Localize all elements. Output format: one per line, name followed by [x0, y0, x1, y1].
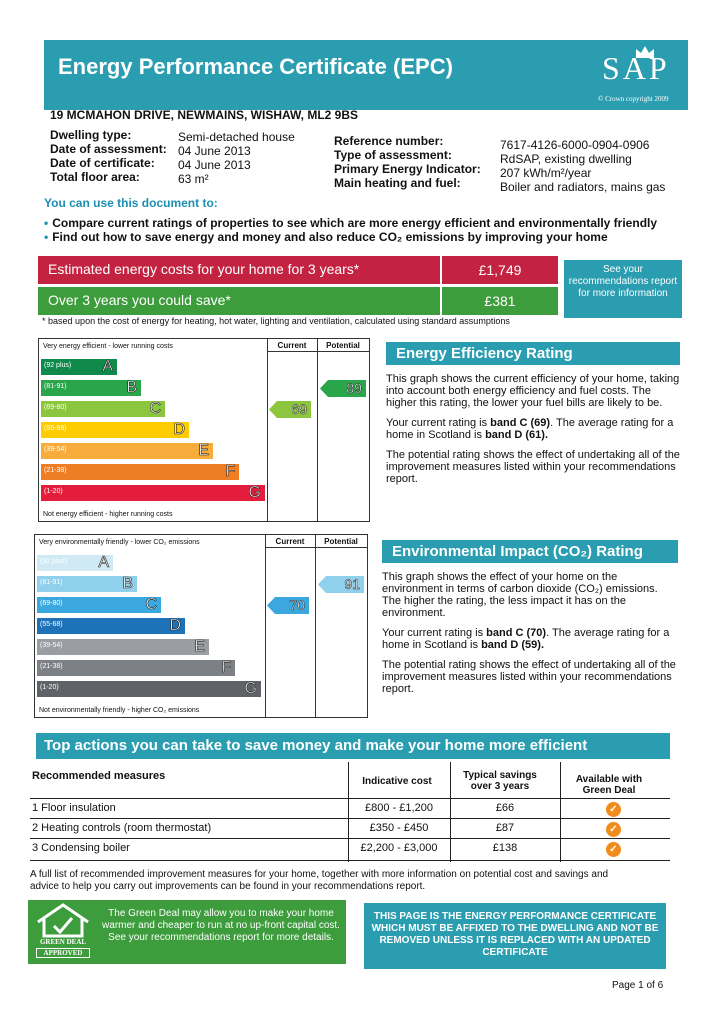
detail-label: Dwelling type:	[50, 128, 132, 142]
detail-label: Reference number:	[334, 134, 444, 148]
rating-band-c	[41, 401, 165, 417]
table-divider	[30, 838, 670, 839]
text: Your current rating is	[382, 627, 487, 639]
band-letter: A	[98, 554, 109, 571]
sap-logo: SAP	[602, 50, 670, 86]
chart-divider	[315, 535, 316, 717]
band-range: (92 plus)	[40, 558, 68, 565]
measure-cost: £800 - £1,200	[365, 802, 433, 814]
property-address: 19 MCMAHON DRIVE, NEWMAINS, WISHAW, ML2 9BS	[50, 108, 359, 122]
potential-rating-arrow	[320, 380, 366, 397]
band-letter: A	[102, 358, 113, 375]
check-icon: ✓	[606, 822, 621, 837]
rating-band-b	[37, 576, 137, 592]
band-letter: D	[173, 421, 185, 438]
measure-name: 1 Floor insulation	[32, 802, 116, 814]
measure-cost: £2,200 - £3,000	[360, 842, 438, 854]
band-letter: F	[221, 659, 231, 676]
rating-band-e	[41, 443, 213, 459]
potential-column-header: Potential	[324, 537, 358, 546]
green-deal-text: The Green Deal may allow you to make your home warmer and cheaper to run at no up-front capital cost. See your recommendations report for more details.	[102, 908, 340, 943]
efficiency-info-title: Energy Efficiency Rating	[386, 342, 680, 365]
band-range: (69-80)	[44, 404, 67, 411]
band-text: band D (61).	[485, 429, 549, 441]
environment-info-p3: The potential rating shows the effect of undertaking all of the improvement measures listed within your recommendations report.	[382, 659, 676, 695]
table-row	[30, 842, 670, 858]
rating-band-b	[41, 380, 141, 396]
detail-value: 7617-4126-6000-0904-0906	[500, 138, 650, 152]
text: . The average rating for a home in Scotland is	[382, 627, 670, 651]
savings-value: £381	[442, 287, 558, 315]
efficiency-info-p2	[386, 417, 680, 441]
rating-band-g	[41, 485, 265, 501]
estimated-cost-bar	[38, 256, 440, 284]
band-range: (21-38)	[44, 467, 67, 474]
check-icon: ✓	[606, 802, 621, 817]
detail-value: Semi-detached house	[178, 130, 295, 144]
measure-savings: £138	[492, 842, 518, 854]
footnote-text: based upon the cost of energy for heating, hot water, lighting and ventilation, calculated using standard assumptions	[48, 316, 510, 326]
efficiency-chart	[38, 338, 370, 522]
environment-info-p1: This graph shows the effect of your home on the environment in terms of carbon dioxide (CO₂) emissions. The higher the rating, the less impact it has on the environment.	[382, 571, 658, 619]
band-range: (1-20)	[44, 488, 63, 495]
band-letter: B	[126, 379, 137, 396]
rating-band-c	[37, 597, 161, 613]
green-deal-header: Available with Green Deal	[575, 774, 643, 796]
green-deal-logo-line1: GREEN DEAL	[39, 938, 87, 946]
bullet-icon: •	[44, 216, 49, 230]
band-text: band D (59).	[481, 639, 545, 651]
page-number: Page 1 of 6	[612, 980, 664, 991]
rating-band-f	[41, 464, 239, 480]
detail-value: 63 m²	[178, 172, 209, 186]
estimated-cost-label: Estimated energy costs for your home for 3 years*	[48, 261, 360, 277]
band-letter: E	[194, 638, 205, 655]
band-range: (39-54)	[44, 446, 67, 453]
band-letter: C	[145, 596, 157, 613]
rating-band-e	[37, 639, 209, 655]
house-icon	[32, 902, 94, 938]
current-column-header: Current	[275, 537, 305, 546]
efficiency-info-p3: The potential rating shows the effect of undertaking all of the improvement measures listed within your recommendations report.	[386, 449, 680, 485]
current-rating-value: 69	[291, 401, 307, 417]
efficiency-info	[386, 342, 680, 485]
environment-info	[382, 540, 678, 695]
text: Your current rating is	[386, 417, 491, 429]
details-left	[50, 128, 167, 184]
top-actions-title: Top actions you can take to save money and make your home more efficient	[36, 733, 670, 759]
affix-notice: THIS PAGE IS THE ENERGY PERFORMANCE CERTIFICATE WHICH MUST BE AFFIXED TO THE DWELLING AND NOT BE REMOVED UNLESS IT IS REPLACED WITH AN UPDATED CERTIFICATE	[364, 903, 666, 969]
band-range: (69-80)	[40, 600, 63, 607]
detail-value: 04 June 2013	[178, 144, 251, 158]
chart-divider	[265, 535, 266, 717]
band-letter: G	[244, 680, 257, 697]
detail-label: Total floor area:	[50, 170, 140, 184]
detail-value: 04 June 2013	[178, 158, 251, 172]
epc-header-banner	[44, 40, 688, 110]
band-range: (81-91)	[44, 383, 67, 390]
table-row	[30, 822, 670, 838]
detail-label: Type of assessment:	[334, 148, 452, 162]
rating-band-d	[41, 422, 189, 438]
potential-column-header: Potential	[326, 341, 360, 350]
current-rating-value: 70	[289, 597, 305, 613]
table-row	[30, 802, 670, 818]
bullet-item	[44, 216, 657, 230]
chart-top-caption: Very energy efficient - lower running costs	[43, 343, 173, 350]
bullet-text: Find out how to save energy and money and also reduce CO₂ emissions by improving your home	[52, 230, 608, 244]
measure-name: 2 Heating controls (room thermostat)	[32, 822, 212, 834]
environment-info-p2	[382, 627, 678, 651]
cost-header: Indicative cost	[362, 776, 432, 787]
band-range: (1-20)	[40, 684, 59, 691]
chart-bottom-caption: Not energy efficient - higher running costs	[43, 511, 173, 518]
band-range: (55-68)	[44, 425, 67, 432]
rating-band-g	[37, 681, 261, 697]
full-list-note: A full list of recommended improvement measures for your home, together with more information on potential cost and savings and advice to help you carry out improvements can be found in your recommendations report.	[30, 869, 609, 892]
savings-header: Typical savings over 3 years	[463, 770, 537, 792]
detail-value: RdSAP, existing dwelling	[500, 152, 632, 166]
detail-label: Date of assessment:	[50, 142, 167, 156]
potential-rating-value: 91	[344, 576, 360, 592]
efficiency-info-p1: This graph shows the current efficiency of your home, taking into account both energy efficiency and fuel costs. The higher this rating, the lower your fuel bills are likely to be.	[386, 373, 680, 409]
use-document-heading: You can use this document to:	[44, 196, 218, 210]
band-letter: E	[198, 442, 209, 459]
savings-label: Over 3 years you could save*	[48, 292, 231, 308]
measures-header: Recommended measures	[32, 770, 166, 782]
recommendations-table	[30, 762, 670, 862]
band-range: (92 plus)	[44, 362, 72, 369]
band-text: band C (69)	[490, 417, 551, 429]
bullet-item	[44, 230, 608, 244]
band-range: (55-68)	[40, 621, 63, 628]
measure-name: 3 Condensing boiler	[32, 842, 130, 854]
potential-rating-value: 89	[346, 380, 362, 396]
chart-top-caption: Very environmentally friendly - lower CO₂ emissions	[39, 539, 200, 546]
chart-divider	[317, 339, 318, 521]
detail-value: 207 kWh/m²/year	[500, 166, 592, 180]
green-deal-logo	[32, 902, 94, 962]
band-letter: F	[225, 463, 235, 480]
band-letter: B	[122, 575, 133, 592]
page-title: Energy Performance Certificate (EPC)	[58, 54, 453, 79]
table-divider	[30, 798, 670, 799]
environment-info-title: Environmental Impact (CO₂) Rating	[382, 540, 678, 563]
band-letter: D	[169, 617, 181, 634]
environment-chart	[34, 534, 368, 718]
chart-divider	[267, 351, 369, 352]
green-deal-logo-line2: APPROVED	[36, 948, 90, 958]
band-letter: C	[149, 400, 161, 417]
detail-label: Date of certificate:	[50, 156, 155, 170]
detail-value: Boiler and radiators, mains gas	[500, 180, 666, 194]
cost-footnote	[42, 316, 510, 326]
rating-band-a	[37, 555, 113, 571]
check-icon: ✓	[606, 842, 621, 857]
measure-savings: £87	[495, 822, 515, 834]
measure-savings: £66	[495, 802, 515, 814]
table-divider	[30, 860, 670, 861]
current-rating-arrow	[267, 597, 309, 614]
current-rating-arrow	[269, 401, 311, 418]
measure-cost: £350 - £450	[369, 822, 429, 834]
details-right-values	[500, 138, 670, 194]
details-left-values	[178, 130, 295, 186]
savings-bar	[38, 287, 440, 315]
band-range: (21-38)	[40, 663, 63, 670]
green-deal-box	[28, 900, 346, 964]
current-column-header: Current	[277, 341, 307, 350]
chart-bottom-caption: Not environmentally friendly - higher CO₂ emissions	[39, 707, 200, 714]
bullet-icon: •	[44, 230, 49, 244]
detail-label: Primary Energy Indicator:	[334, 162, 481, 176]
estimated-cost-value: £1,749	[442, 256, 558, 284]
see-recommendations-box: See your recommendations report for more information	[564, 260, 682, 318]
sap-copyright: © Crown copyright 2009	[598, 95, 669, 103]
band-range: (81-91)	[40, 579, 63, 586]
band-letter: G	[248, 484, 261, 501]
detail-label: Main heating and fuel:	[334, 176, 461, 190]
rating-band-d	[37, 618, 185, 634]
band-range: (39-54)	[40, 642, 63, 649]
band-text: band C (70)	[486, 627, 547, 639]
text: . The average rating for a home in Scotland is	[386, 417, 674, 441]
rating-band-f	[37, 660, 235, 676]
potential-rating-arrow	[318, 576, 364, 593]
chart-divider	[267, 339, 268, 521]
rating-band-a	[41, 359, 117, 375]
footnote-mark: *	[42, 316, 46, 326]
table-divider	[30, 818, 670, 819]
chart-divider	[265, 547, 367, 548]
details-right	[334, 134, 481, 190]
bullet-text: Compare current ratings of properties to see which are more energy efficient and environmentally friendly	[52, 216, 658, 230]
